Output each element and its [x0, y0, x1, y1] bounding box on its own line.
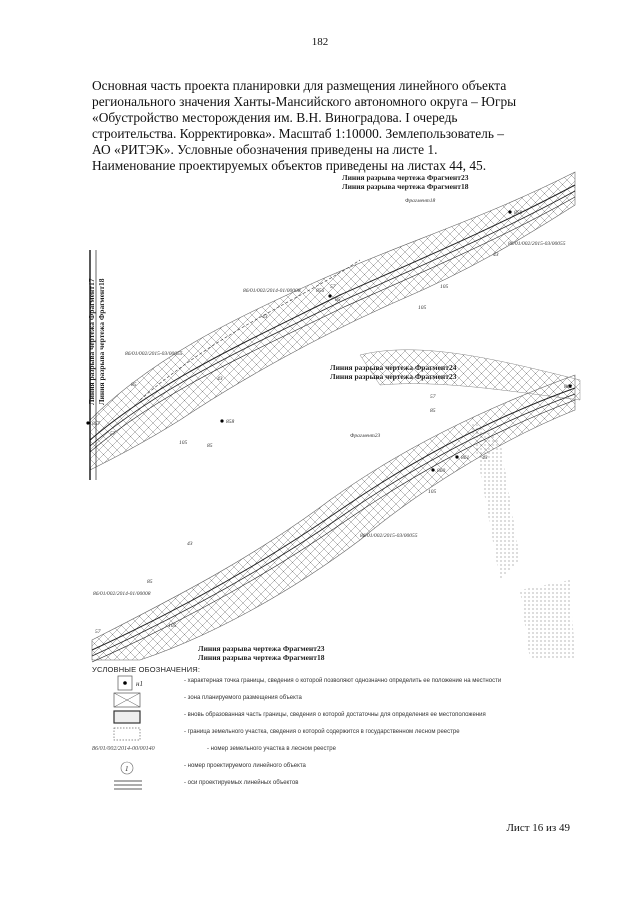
break-label: Линия разрыва чертежа Фрагмент24	[330, 363, 457, 372]
legend-object-sample: 1	[125, 765, 129, 773]
boundary-point	[86, 421, 89, 424]
heading-line: АО «РИТЭК». Условные обозначения приведены на листе 1.	[92, 142, 438, 157]
fragment-label: Фрагмент23	[350, 433, 381, 439]
object-number: 85	[430, 408, 436, 414]
boundary-point	[328, 294, 331, 297]
object-number: 43	[493, 252, 499, 258]
object-number: 105	[179, 440, 188, 446]
break-label: Линия разрыва чертежа Фрагмент17	[87, 278, 96, 405]
legend-text: - зона планируемого размещения объекта	[184, 695, 302, 701]
legend-item	[92, 760, 592, 778]
legend-item	[92, 777, 592, 795]
break-label: Линия разрыва чертежа Фрагмент23	[342, 173, 469, 182]
break-label: Линия разрыва чертежа Фрагмент23	[330, 372, 457, 381]
cadastral-number: 86/01/002/2014-01/00008	[93, 591, 151, 597]
boundary-point	[220, 419, 223, 422]
heading-line: регионального значения Ханты-Мансийского автономного округа – Югры	[92, 94, 517, 109]
legend-item	[92, 709, 592, 727]
point-label: 860	[437, 468, 446, 474]
boundary-point	[455, 455, 458, 458]
point-label: 859	[514, 210, 523, 216]
object-number: 57	[110, 431, 116, 437]
dotted-strip	[520, 580, 575, 660]
heading-line: Основная часть проекта планировки для размещения линейного объекта	[92, 78, 507, 93]
heading-line: Наименование проектируемых объектов приведены на листах 44, 45.	[92, 158, 487, 173]
heading-line: «Обустройство месторождения им. В.Н. Виноградова. I очередь	[92, 110, 458, 125]
legend-point-label: н1	[136, 680, 143, 688]
sheet-label: Лист 16 из 49	[506, 822, 570, 834]
break-label: Линия разрыва чертежа Фрагмент18	[342, 182, 469, 191]
point-label: 856	[316, 288, 325, 294]
object-number: 85	[335, 297, 341, 303]
object-number: 43	[482, 455, 488, 461]
boundary-point	[508, 210, 511, 213]
object-number: 105	[428, 489, 437, 495]
object-number: 43	[187, 541, 193, 547]
break-label: Линия разрыва чертежа Фрагмент18	[198, 653, 325, 662]
point-label: 857	[92, 421, 101, 427]
legend-text: - номер земельного участка в лесном реестре	[207, 746, 336, 752]
cadastral-number: 86/01/002/2015-03/00055	[360, 533, 418, 539]
legend-item	[92, 692, 592, 710]
point-label: 858	[226, 419, 235, 425]
object-number: 85	[207, 443, 213, 449]
object-number-swatch-icon	[112, 760, 152, 776]
object-number: 85	[131, 382, 137, 388]
legend-text: - оси проектируемых линейных объектов	[184, 780, 299, 786]
object-number: 57	[430, 394, 436, 400]
legend-text: - граница земельного участка, сведения о которой содержится в государственном лесном реестре	[184, 729, 460, 735]
legend-item	[92, 726, 592, 744]
heading-line: строительства. Корректировка». Масштаб 1:10000. Землепользователь –	[92, 126, 504, 141]
axis-lines-swatch-icon	[112, 777, 152, 793]
cadastral-number: 86/01/002/2014-01/00008	[243, 288, 301, 294]
object-number: 57	[95, 629, 101, 635]
legend-title: УСЛОВНЫЕ ОБОЗНАЧЕНИЯ:	[92, 665, 201, 674]
boundary-point	[431, 468, 434, 471]
object-number: 105	[418, 305, 427, 311]
legend-text: - характерная точка границы, сведения о которой позволяют однозначно определить ее положение на местности	[184, 678, 502, 684]
page-number: 182	[311, 36, 329, 48]
legend	[92, 665, 592, 786]
cadastral-number: 86/01/002/2015-03/00055	[125, 351, 183, 357]
legend-cadastral-sample: 86/01/002/2014-00/00140	[92, 746, 155, 752]
point-label: 861	[461, 455, 470, 461]
object-number: 105	[168, 623, 177, 629]
zone-swatch-icon	[112, 692, 152, 708]
point-label: 862	[564, 384, 573, 390]
legend-text: - номер проектируемого линейного объекта	[184, 763, 306, 769]
legend-item	[92, 743, 592, 761]
object-number: 57	[330, 284, 336, 290]
new-boundary-swatch-icon	[112, 709, 152, 725]
object-number: 85	[147, 579, 153, 585]
fragment-label: Фрагмент18	[405, 198, 436, 204]
break-label: Линия разрыва чертежа Фрагмент23	[198, 644, 325, 653]
legend-text: - вновь образованная часть границы, сведения о которой достаточны для определения ее местоположения	[184, 712, 486, 718]
object-number: 43	[262, 314, 268, 320]
forest-boundary-swatch-icon	[112, 726, 152, 742]
cadastral-number: 86/01/002/2015-03/00055	[508, 241, 566, 247]
break-label: Линия разрыва чертежа Фрагмент18	[97, 278, 106, 405]
object-number: 43	[217, 376, 223, 382]
object-number: 105	[440, 284, 449, 290]
point-marker-icon	[112, 675, 152, 691]
legend-item	[92, 675, 592, 693]
